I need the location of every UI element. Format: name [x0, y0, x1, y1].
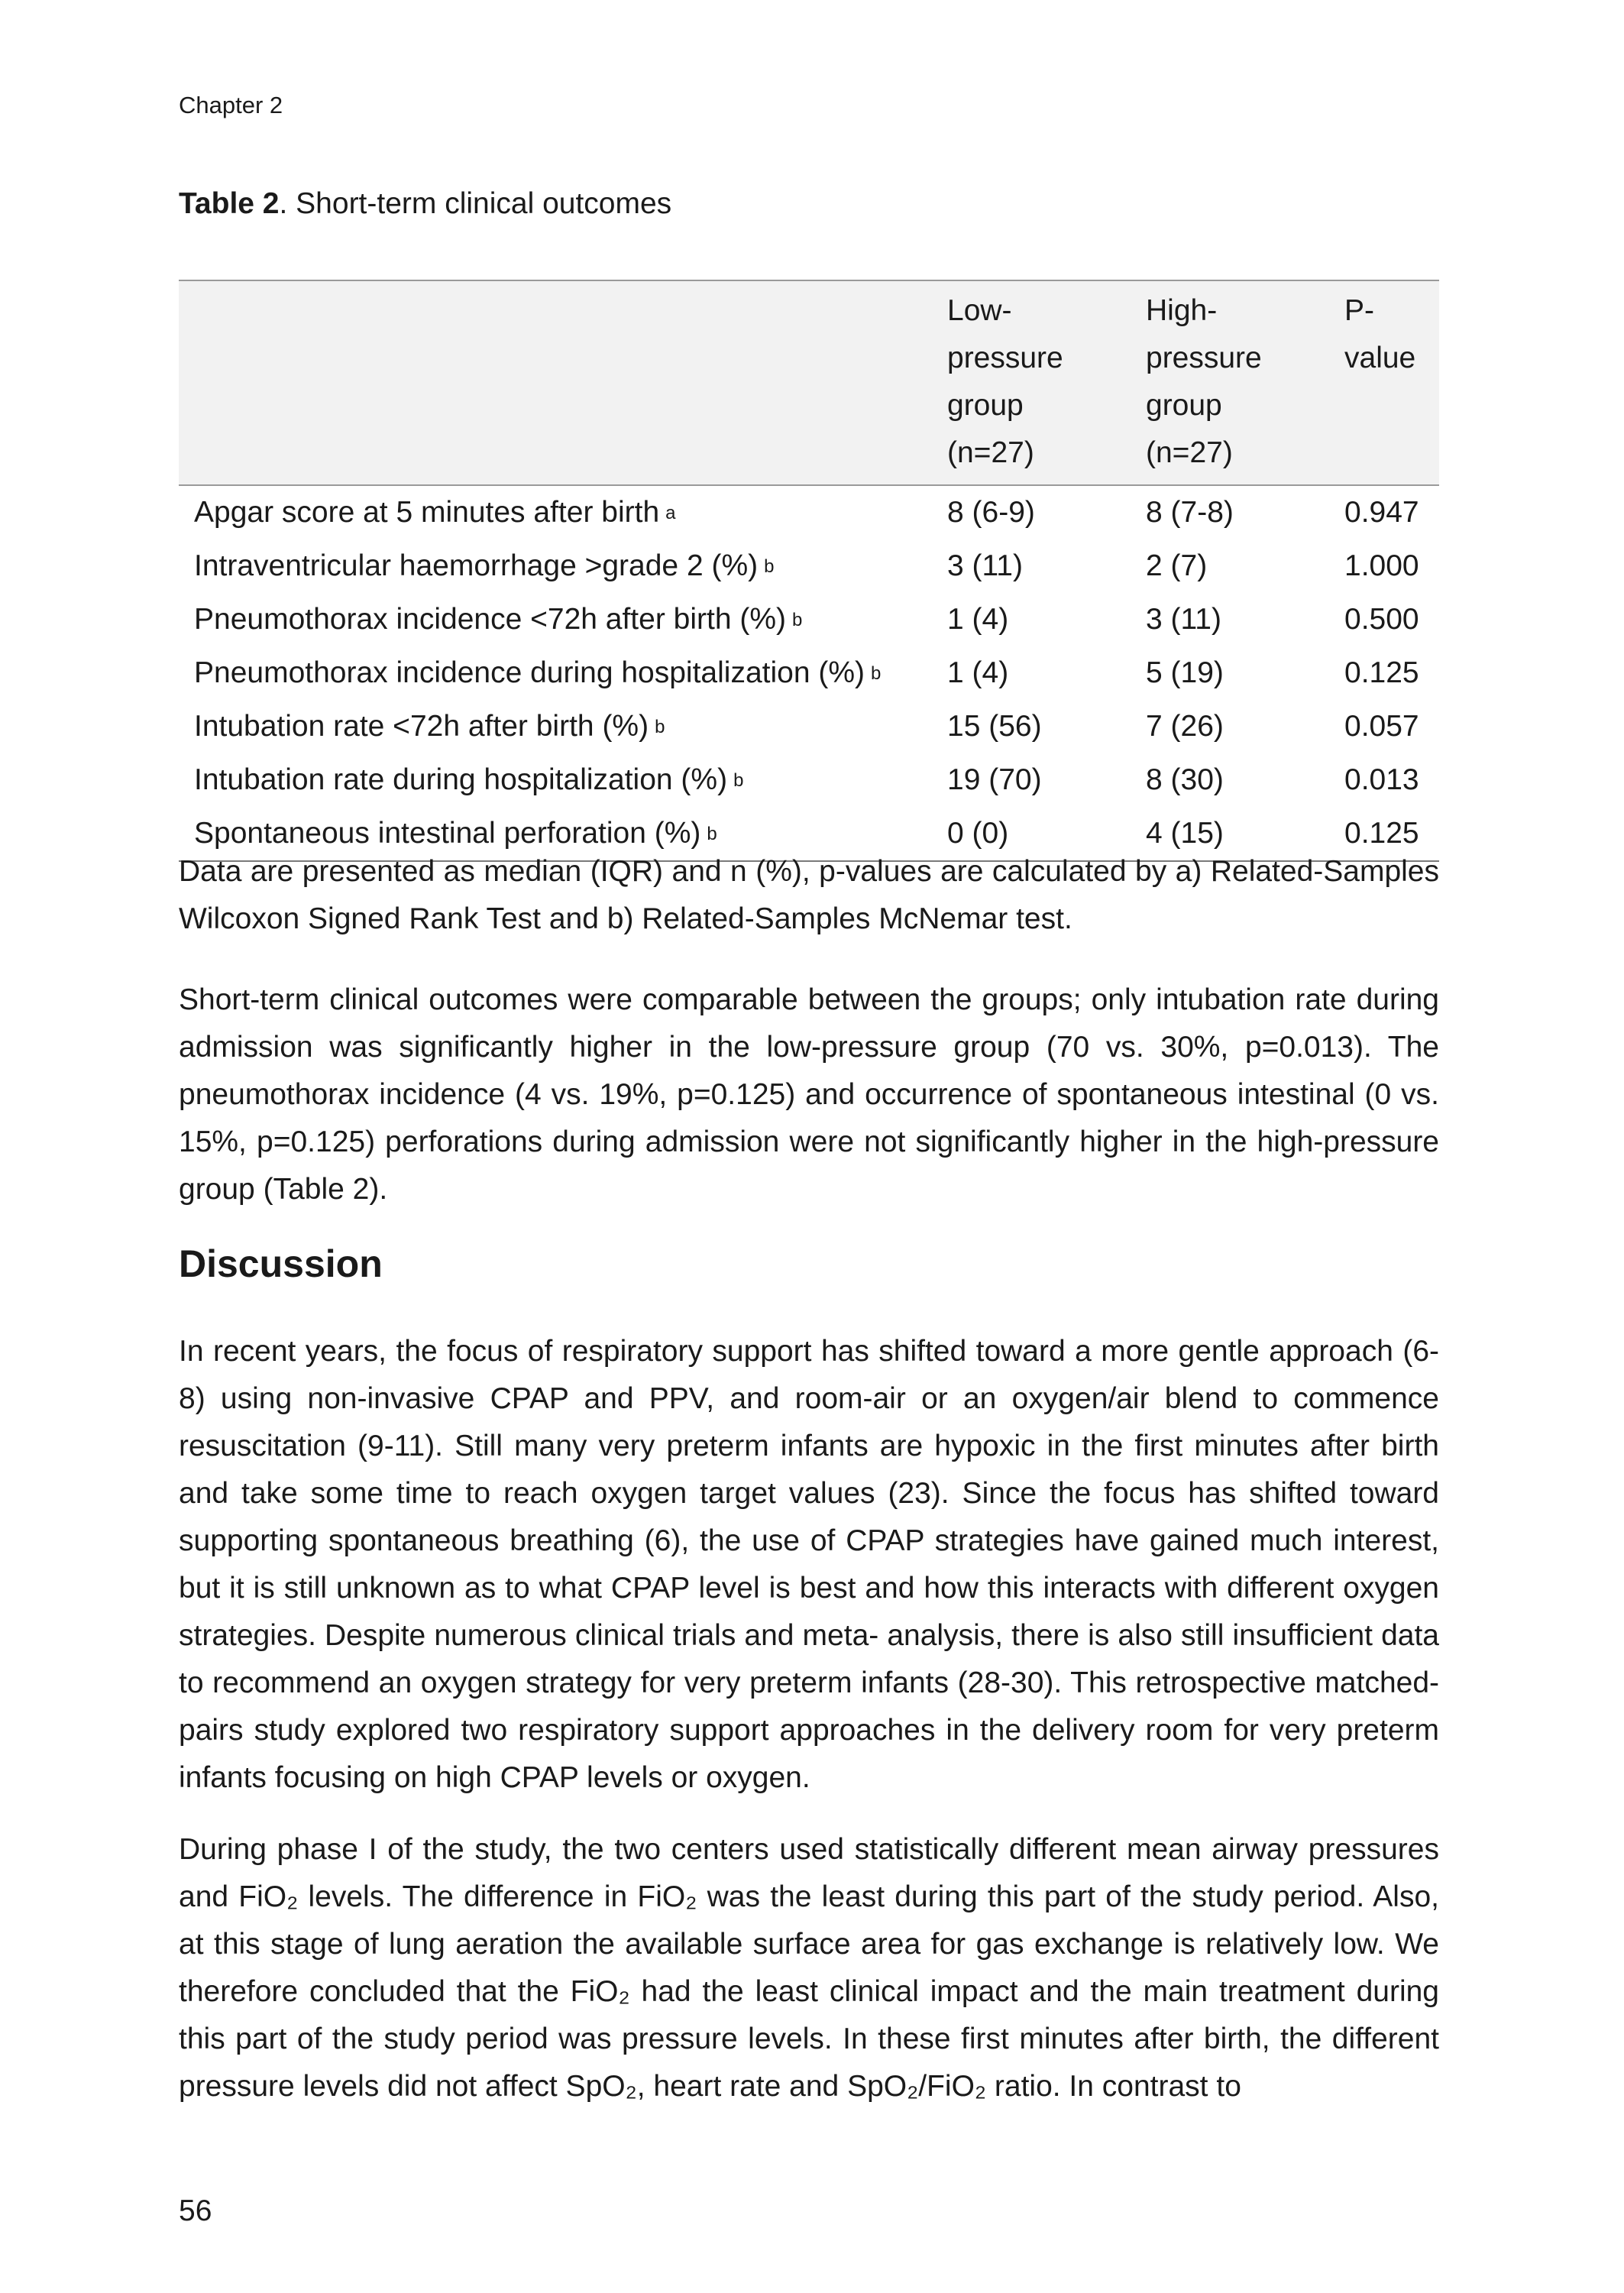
table-caption-text: . Short-term clinical outcomes: [279, 187, 672, 220]
page-number: 56: [179, 2194, 212, 2227]
p-value: 0.057: [1344, 710, 1419, 743]
high-pressure-value: 3 (11): [1146, 603, 1221, 636]
header-high-pressure: High- pressure group (n=27): [1141, 280, 1340, 485]
high-pressure-value: 2 (7): [1146, 549, 1208, 582]
footnote-marker: b: [655, 717, 665, 737]
footnote-marker: b: [707, 824, 717, 844]
row-label: Intubation rate <72h after birth (%) $^b$: [194, 710, 665, 743]
table-footnote: Data are presented as median (IQR) and n (%), p-values are calculated by a) Related-Samples Wilcoxon Signed Rank Test and b) Related-Samples McNemar test.: [179, 855, 1439, 935]
table-header-row: [179, 280, 1439, 485]
row-label: Apgar score at 5 minutes after birth $^a$: [194, 496, 676, 529]
row-label: Pneumothorax incidence <72h after birth (%) $^b$: [194, 603, 803, 636]
table-row: [179, 753, 1439, 807]
high-pressure-value: 5 (19): [1146, 656, 1224, 689]
p-value: 0.013: [1344, 763, 1419, 796]
outcomes-table-container: [179, 280, 1439, 862]
table-row: [179, 539, 1439, 593]
p-value: 1.000: [1344, 549, 1419, 582]
low-pressure-value: 15 (56): [947, 710, 1042, 743]
low-pressure-value: 0 (0): [943, 807, 1141, 861]
table-row: [179, 485, 1439, 539]
low-pressure-value: 1 (4): [947, 603, 1009, 636]
footnote-marker: b: [871, 663, 882, 684]
high-pressure-value: 4 (15): [1141, 807, 1340, 861]
table-caption: [179, 187, 671, 221]
high-pressure-value: 8 (7-8): [1146, 496, 1234, 529]
discussion-heading: Discussion: [179, 1242, 383, 1285]
low-pressure-value: 1 (4): [947, 656, 1009, 689]
table-row: [179, 593, 1439, 646]
header-low-pressure: Low- pressure group (n=27): [943, 280, 1141, 485]
p-value: 0.500: [1344, 603, 1419, 636]
low-pressure-value: 19 (70): [947, 763, 1042, 796]
discussion-paragraph-2: During phase I of the study, the two centers used statistically different mean airway pressures and FiO₂ levels. The difference in FiO₂ was the least during this part of the study period. Also, at this stage of lung aeration the available surface area for gas exchange is relatively low. We therefore concluded that the FiO₂ had the least clinical impact and the main treatment during this part of the study period was pressure levels. In these first minutes after birth, the different pressure levels did not affect SpO₂, heart rate and SpO₂/FiO₂ ratio. In contrast to: [179, 1833, 1439, 2103]
discussion-paragraph-1: In recent years, the focus of respiratory support has shifted toward a more gentle approach (6-8) using non-invasive CPAP and PPV, and room-air or an oxygen/air blend to commence resuscitation (9-11). Still many very preterm infants are hypoxic in the first minutes after birth and take some time to reach oxygen target values (23). Since the focus has shifted toward supporting spontaneous breathing (6), the use of CPAP strategies have gained much interest, but it is still unknown as to what CPAP level is best and how this interacts with different oxygen strategies. Despite numerous clinical trials and meta- analysis, there is also still insufficient data to recommend an oxygen strategy for very preterm infants (28-30). This retrospective matched-pairs study explored two respiratory support approaches in the delivery room for very preterm infants focusing on high CPAP levels or oxygen.: [179, 1335, 1439, 1794]
table-caption-label: Table 2: [179, 187, 280, 220]
footnote-marker: a: [665, 503, 676, 523]
row-label: Pneumothorax incidence during hospitalization (%) $^b$: [194, 656, 882, 689]
row-label: Intraventricular haemorrhage >grade 2 (%) $^b$: [194, 549, 775, 582]
results-paragraph: Short-term clinical outcomes were comparable between the groups; only intubation rate during admission was significantly higher in the low-pressure group (70 vs. 30%, p=0.013). The pneumothorax incidence (4 vs. 19%, p=0.125) and occurrence of spontaneous intestinal (0 vs. 15%, p=0.125) perforations during admission were not significantly higher in the high-pressure group (Table 2).: [179, 983, 1439, 1206]
footnote-marker: b: [764, 556, 775, 577]
p-value: 0.125: [1340, 807, 1439, 861]
p-value: 0.947: [1344, 496, 1419, 529]
row-label: Intubation rate during hospitalization (%) $^b$: [194, 763, 744, 796]
high-pressure-value: 7 (26): [1146, 710, 1224, 743]
running-head: Chapter 2: [179, 92, 283, 118]
table-row: [179, 700, 1439, 753]
footnote-marker: b: [792, 610, 803, 630]
low-pressure-value: 3 (11): [947, 549, 1023, 582]
header-blank: [179, 280, 943, 485]
table-row: [179, 646, 1439, 700]
high-pressure-value: 8 (30): [1146, 763, 1224, 796]
outcomes-table: [179, 280, 1439, 862]
footnote-marker: b: [733, 770, 744, 791]
p-value: 0.125: [1344, 656, 1419, 689]
header-p-value: P- value: [1340, 280, 1439, 485]
row-label: Spontaneous intestinal perforation (%) $^b$: [179, 807, 943, 861]
low-pressure-value: 8 (6-9): [947, 496, 1035, 529]
